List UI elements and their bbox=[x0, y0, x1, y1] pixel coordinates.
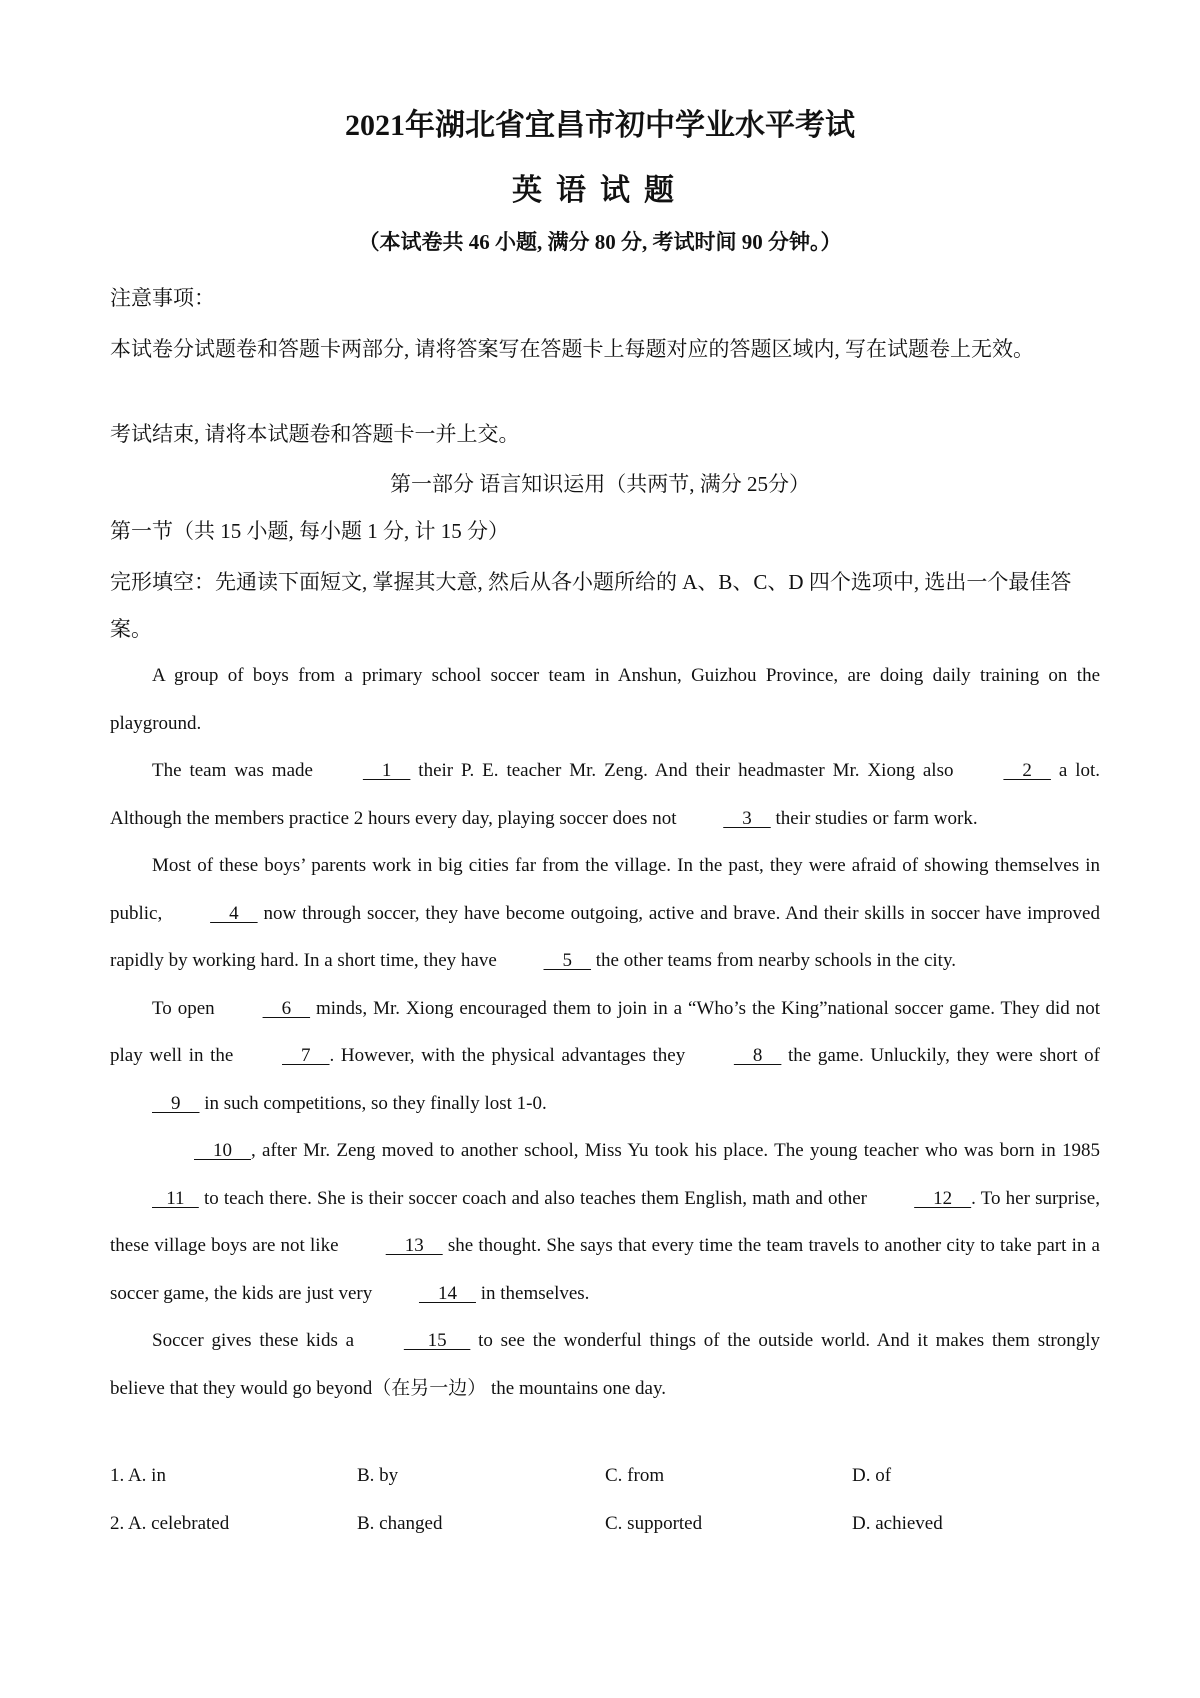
passage-text: to teach there. She is their soccer coach and also teaches them English, math and other bbox=[198, 1187, 873, 1209]
blank-7: 7 bbox=[282, 1045, 330, 1066]
notice-heading: 注意事项： bbox=[110, 286, 215, 310]
blank-8: 8 bbox=[733, 1045, 782, 1066]
blank-9: 9 bbox=[152, 1092, 200, 1114]
blank-2: 2 bbox=[1003, 760, 1051, 781]
blank-15: 15 bbox=[403, 1330, 471, 1351]
option-b: B. changed bbox=[357, 1512, 443, 1534]
blank-1: 1 bbox=[362, 760, 411, 781]
blank-14: 14 bbox=[418, 1282, 476, 1304]
blank-4: 4 bbox=[210, 902, 258, 924]
passage-text: to see the wonderful things of the outside world. And it makes them strongly believe that they would go beyond（在另一边） the mountains one day. bbox=[110, 1330, 1100, 1399]
blank-3: 3 bbox=[723, 807, 771, 829]
passage-text: . To her surprise, these village boys are not like bbox=[110, 1187, 1100, 1256]
passage-text: now through soccer, they have become outgoing, active and brave. And their skills in soccer have improved rapidly by working hard. In a short time, they have bbox=[110, 902, 1100, 971]
blank-5: 5 bbox=[543, 950, 592, 971]
question-row bbox=[110, 1465, 1100, 1513]
option-d: D. achieved bbox=[852, 1512, 943, 1534]
exam-title: 2021年湖北省宜昌市初中学业水平考试 bbox=[345, 109, 855, 142]
option-a: 2. A. celebrated bbox=[110, 1512, 230, 1534]
option-b: B. by bbox=[357, 1465, 399, 1486]
subject-title: 英语试题 bbox=[512, 174, 688, 207]
blank-11: 11 bbox=[152, 1187, 199, 1209]
passage-text: she thought. She says that every time the team travels to another city to take part in a soccer game, the kids are just very bbox=[110, 1235, 1100, 1304]
passage-text: the other teams from nearby schools in the city. bbox=[591, 950, 956, 971]
blank-10: 10 bbox=[194, 1140, 251, 1161]
exam-info: （本试卷共 46 小题, 满分 80 分, 考试时间 90 分钟。） bbox=[358, 230, 842, 254]
passage-text: The team was made bbox=[152, 760, 321, 781]
notice-line-2: 考试结束, 请将本试题卷和答题卡一并上交。 bbox=[110, 422, 520, 446]
option-a: 1. A. in bbox=[110, 1465, 166, 1486]
passage-text: in themselves. bbox=[475, 1282, 590, 1304]
passage-text: . However, with the physical advantages they bbox=[329, 1045, 692, 1066]
passage-text: To open bbox=[152, 997, 221, 1019]
passage-text: a lot. Although the members practice 2 hours every day, playing soccer does not bbox=[110, 760, 1101, 829]
passage-text: Soccer gives these kids a bbox=[152, 1330, 362, 1351]
option-c: C. from bbox=[605, 1465, 665, 1486]
passage-text: , after Mr. Zeng moved to another school, Miss Yu took his place. The young teacher who was born in 1985 bbox=[251, 1140, 1100, 1161]
blank-12: 12 bbox=[914, 1187, 972, 1209]
passage-text: their studies or farm work. bbox=[770, 807, 978, 829]
passage-text: their P. E. teacher Mr. Zeng. And their headmaster Mr. Xiong also bbox=[410, 760, 962, 781]
cloze-passage bbox=[110, 652, 1100, 1412]
passage-paragraph-4 bbox=[110, 985, 1100, 1128]
passage-paragraph-5 bbox=[110, 1127, 1100, 1317]
passage-paragraph-2 bbox=[110, 747, 1100, 842]
passage-text: in such competitions, so they finally lost 1-0. bbox=[199, 1092, 547, 1114]
passage-text: the game. Unluckily, they were short of bbox=[781, 1045, 1100, 1066]
part-one-heading: 第一部分 语言知识运用（共两节, 满分 25分） bbox=[390, 472, 810, 496]
blank-6: 6 bbox=[262, 997, 311, 1019]
answer-options bbox=[110, 1465, 1100, 1560]
blank-13: 13 bbox=[385, 1235, 443, 1256]
option-c: C. supported bbox=[605, 1512, 703, 1534]
question-row bbox=[110, 1513, 1100, 1561]
section-one-heading: 第一节（共 15 小题, 每小题 1 分, 计 15 分） bbox=[110, 519, 509, 543]
cloze-instruction: 完形填空：先通读下面短文, 掌握其大意, 然后从各小题所给的 A、B、C、D 四个选项中, 选出一个最佳答案。 bbox=[110, 570, 1072, 641]
passage-paragraph-1: A group of boys from a primary school soccer team in Anshun, Guizhou Province, are doing daily training on the playground. bbox=[110, 665, 1100, 734]
passage-paragraph-6 bbox=[110, 1317, 1100, 1412]
passage-text: minds, Mr. Xiong encouraged them to join in a “Who’s the King”national soccer game. They did not play well in the bbox=[110, 997, 1100, 1066]
notice-line-1: 本试卷分试题卷和答题卡两部分, 请将答案写在答题卡上每题对应的答题区域内, 写在试题卷上无效。 bbox=[110, 337, 1034, 361]
option-d: D. of bbox=[852, 1465, 892, 1486]
passage-text: Most of these boys’ parents work in big cities far from the village. In the past, they were afraid of showing themselves in public, bbox=[110, 855, 1100, 924]
passage-paragraph-3 bbox=[110, 842, 1100, 985]
